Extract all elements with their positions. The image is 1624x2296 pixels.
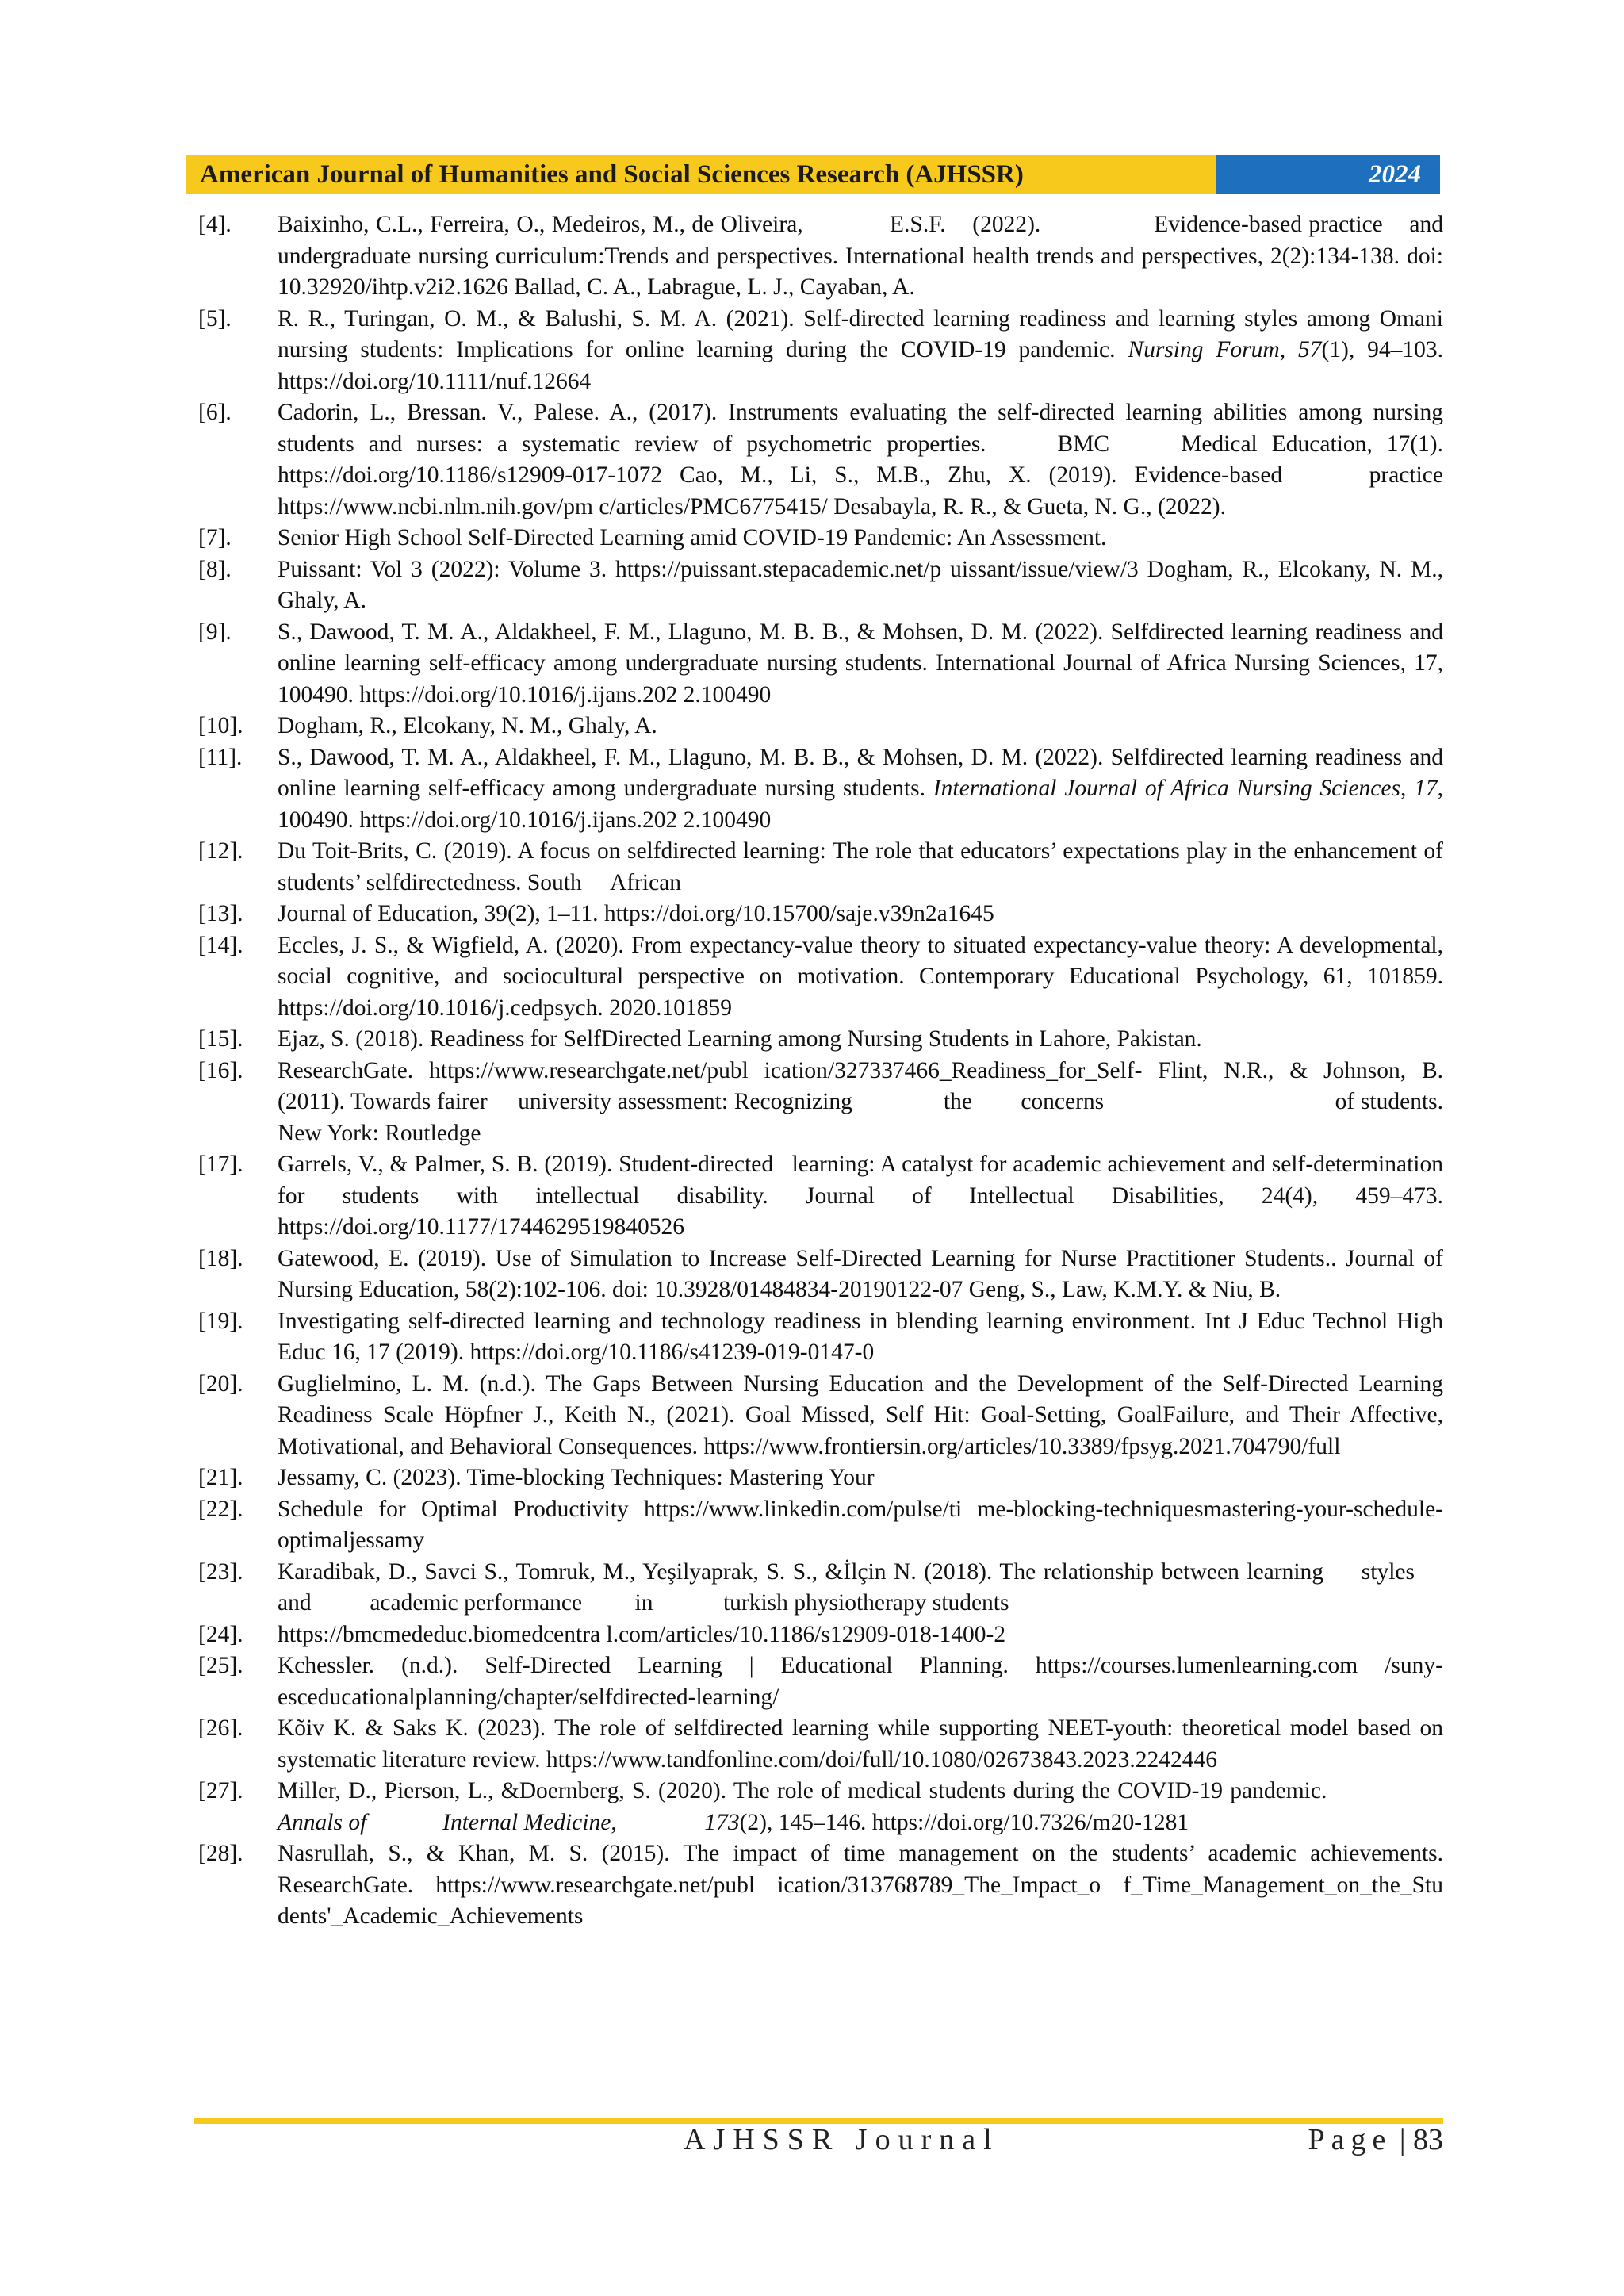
reference-item — [198, 397, 1443, 523]
reference-text: Investigating self-directed learning and technology readiness in blending learning environment. Int J Educ Technol High Educ 16, 17 (2019). https://doi.org/10.1186/s41239-019-0147-0 — [278, 1308, 1443, 1365]
reference-text: Kchessler. (n.d.). Self-Directed Learning | Educational Planning. https://courses.lumenlearning.com /suny-esceducationalplanning/chapter/selfdirected-learning/ — [278, 1653, 1443, 1710]
reference-number: [25]. — [198, 1653, 243, 1678]
reference-number: [11]. — [198, 744, 243, 770]
reference-item — [198, 1776, 1443, 1838]
reference-text: Guglielmino, L. M. (n.d.). The Gaps Between Nursing Education and the Development of the Self-Directed Learning Readiness Scale Höpfner J., Keith N., (2021). Goal Missed, Self Hit: Goal-Setting, GoalFailure, and Their Affective, Motivational, and Behavioral Consequences. https://www.frontiersin.org/articles/10.3389/fpsyg.2021.704790/full — [278, 1370, 1443, 1459]
reference-item — [198, 1619, 1443, 1651]
reference-number: [14]. — [198, 932, 243, 958]
reference-item — [198, 1306, 1443, 1369]
reference-item — [198, 209, 1443, 304]
reference-item — [198, 742, 1443, 837]
reference-text: Miller, D., Pierson, L., &Doernberg, S. (2020). The role of medical students during the COVID-19 pandemic. Annals of Internal Medicine, 173(2), 145–146. https://doi.org/10.7326/m20-1281 — [278, 1778, 1443, 1835]
reference-number: [12]. — [198, 838, 243, 864]
reference-number: [17]. — [198, 1152, 243, 1177]
reference-number: [24]. — [198, 1621, 243, 1647]
reference-text: Baixinho, C.L., Ferreira, O., Medeiros, M., de Oliveira, E.S.F. (2022). Evidence-based practice and undergraduate nursing curriculum:Trends and perspectives. International health trends and perspectives, 2(2):134-138. doi: 10.32920/ihtp.v2i2.1626 Ballad, C. A., Labrague, L. J., Cayaban, A. — [278, 212, 1443, 300]
page-separator: | — [1392, 2123, 1413, 2156]
reference-number: [22]. — [198, 1496, 243, 1522]
reference-number: [18]. — [198, 1245, 243, 1271]
reference-item — [198, 1494, 1443, 1557]
reference-number: [10]. — [198, 713, 243, 738]
reference-number: [21]. — [198, 1465, 243, 1490]
reference-number: [6]. — [198, 400, 232, 425]
reference-text: Senior High School Self-Directed Learning amid COVID-19 Pandemic: An Assessment. — [278, 525, 1107, 550]
page-number: 83 — [1413, 2123, 1443, 2156]
reference-number: [8]. — [198, 556, 232, 582]
reference-item — [198, 1056, 1443, 1150]
reference-text: Puissant: Vol 3 (2022): Volume 3. https://puissant.stepacademic.net/p uissant/issue/view/3 Dogham, R., Elcokany, N. M., Ghaly, A. — [278, 556, 1443, 613]
reference-item — [198, 899, 1443, 930]
reference-item — [198, 1149, 1443, 1244]
reference-text: ResearchGate. https://www.researchgate.net/publ ication/327337466_Readiness_for_Self- Flint, N.R., & Johnson, B. (2011). Towards fairer university assessment: Recognizing the concerns of students. New York: Routledge — [278, 1057, 1443, 1146]
reference-text: R. R., Turingan, O. M., & Balushi, S. M. A. (2021). Self-directed learning readiness and learning styles among Omani nursing students: Implications for online learning during the COVID-19 pandemic. Nursing Forum, 57(1), 94–103. https://doi.org/10.1111/nuf.12664 — [278, 305, 1443, 394]
reference-number: [4]. — [198, 212, 232, 237]
reference-text: Journal of Education, 39(2), 1–11. https://doi.org/10.15700/saje.v39n2a1645 — [278, 901, 994, 926]
reference-text: Cadorin, L., Bressan. V., Palese. A., (2017). Instruments evaluating the self-directed learning abilities among nursing students and nurses: a systematic review of psychometric properties. BMC Medical Education, 17(1). https://doi.org/10.1186/s12909-017-1072 Cao, M., Li, S., M.B., Zhu, X. (2019). Evidence-based practice https://www.ncbi.nlm.nih.gov/pm c/articles/PMC6775415/ Desabayla, R. R., & Gueta, N. G., (2022). — [278, 400, 1443, 519]
reference-number: [26]. — [198, 1715, 243, 1741]
journal-title: American Journal of Humanities and Social Sciences Research (AJHSSR) — [186, 155, 1216, 194]
reference-text: Schedule for Optimal Productivity https://www.linkedin.com/pulse/ti me-blocking-techniquesmastering-your-schedule-optimaljessamy — [278, 1496, 1443, 1553]
reference-list — [198, 209, 1443, 1933]
journal-header — [186, 155, 1440, 194]
reference-item — [198, 1557, 1443, 1619]
reference-text: S., Dawood, T. M. A., Aldakheel, F. M., Llaguno, M. B. B., & Mohsen, D. M. (2022). Selfdirected learning readiness and online learning self-efficacy among undergraduate nursing students. International Journal of Africa Nursing Sciences, 17, 100490. https://doi.org/10.1016/j.ijans.202 2.100490 — [278, 619, 1443, 707]
reference-text: https://bmcmededuc.biomedcentra l.com/articles/10.1186/s12909-018-1400-2 — [278, 1621, 1006, 1647]
reference-item — [198, 1713, 1443, 1776]
reference-item — [198, 1244, 1443, 1306]
footer-journal-name: AJHSSR Journal — [684, 2123, 1000, 2156]
reference-text: S., Dawood, T. M. A., Aldakheel, F. M., Llaguno, M. B. B., & Mohsen, D. M. (2022). Selfdirected learning readiness and online learning self-efficacy among undergraduate nursing students. International Journal of Africa Nursing Sciences, 17, 100490. https://doi.org/10.1016/j.ijans.202 2.100490 — [278, 744, 1444, 833]
reference-item — [198, 1462, 1443, 1494]
page-word: Page — [1308, 2123, 1392, 2156]
reference-number: [20]. — [198, 1370, 243, 1397]
reference-number: [9]. — [198, 619, 232, 645]
reference-text: Du Toit-Brits, C. (2019). A focus on selfdirected learning: The role that educators’ expectations play in the enhancement of students’ selfdirectedness. South African — [278, 838, 1443, 895]
reference-text: Karadibak, D., Savci S., Tomruk, M., Yeşilyaprak, S. S., &İlçin N. (2018). The relationship between learning styles and academic performance in turkish physiotherapy students — [278, 1558, 1443, 1616]
reference-item — [198, 1838, 1443, 1933]
reference-item — [198, 523, 1443, 554]
reference-text: Kõiv K. & Saks K. (2023). The role of selfdirected learning while supporting NEET-youth: theoretical model based on systematic literature review. https://www.tandfonline.com/doi/full/10.1080/02673843.2023.2242446 — [278, 1715, 1443, 1773]
reference-number: [23]. — [198, 1558, 243, 1585]
reference-text: Gatewood, E. (2019). Use of Simulation to Increase Self-Directed Learning for Nurse Practitioner Students.. Journal of Nursing Education, 58(2):102-106. doi: 10.3928/01484834-20190122-07 Geng, S., Law, K.M.Y. & Niu, B. — [278, 1245, 1443, 1302]
reference-text: Jessamy, C. (2023). Time-blocking Techniques: Mastering Your — [278, 1465, 875, 1490]
reference-item — [198, 930, 1443, 1025]
reference-text: Dogham, R., Elcokany, N. M., Ghaly, A. — [278, 713, 657, 738]
reference-number: [19]. — [198, 1308, 243, 1334]
reference-item — [198, 1650, 1443, 1713]
reference-number: [16]. — [198, 1057, 243, 1083]
reference-item — [198, 1369, 1443, 1463]
reference-item — [198, 617, 1443, 711]
reference-item — [198, 304, 1443, 398]
reference-number: [13]. — [198, 901, 243, 926]
reference-number: [27]. — [198, 1778, 243, 1803]
reference-text: Ejaz, S. (2018). Readiness for SelfDirected Learning among Nursing Students in Lahore, Pakistan. — [278, 1026, 1202, 1052]
reference-item — [198, 836, 1443, 899]
reference-text: Eccles, J. S., & Wigfield, A. (2020). From expectancy-value theory to situated expectancy-value theory: A developmental, social cognitive, and sociocultural perspective on motivation. Contemporary Educational Psychology, 61, 101859. https://doi.org/10.1016/j.cedpsych. 2020.101859 — [278, 932, 1443, 1021]
reference-text: Garrels, V., & Palmer, S. B. (2019). Student-directed learning: A catalyst for academic achievement and self-determination for students with intellectual disability. Journal of Intellectual Disabilities, 24(4), 459–473. https://doi.org/10.1177/1744629519840526 — [278, 1152, 1443, 1240]
footer-page-label — [1308, 2122, 1443, 2157]
reference-item — [198, 1024, 1443, 1056]
reference-text: Nasrullah, S., & Khan, M. S. (2015). The impact of time management on the students’ academic achievements. ResearchGate. https://www.researchgate.net/publ ication/313768789_The_Impact_o f_Time_Management_on_the_Stu dents'_Academic_Achievements — [278, 1841, 1443, 1929]
reference-item — [198, 554, 1443, 617]
reference-number: [5]. — [198, 305, 232, 332]
journal-year: 2024 — [1216, 155, 1440, 194]
reference-item — [198, 711, 1443, 742]
reference-number: [7]. — [198, 525, 232, 550]
reference-number: [28]. — [198, 1841, 243, 1866]
reference-number: [15]. — [198, 1026, 243, 1052]
